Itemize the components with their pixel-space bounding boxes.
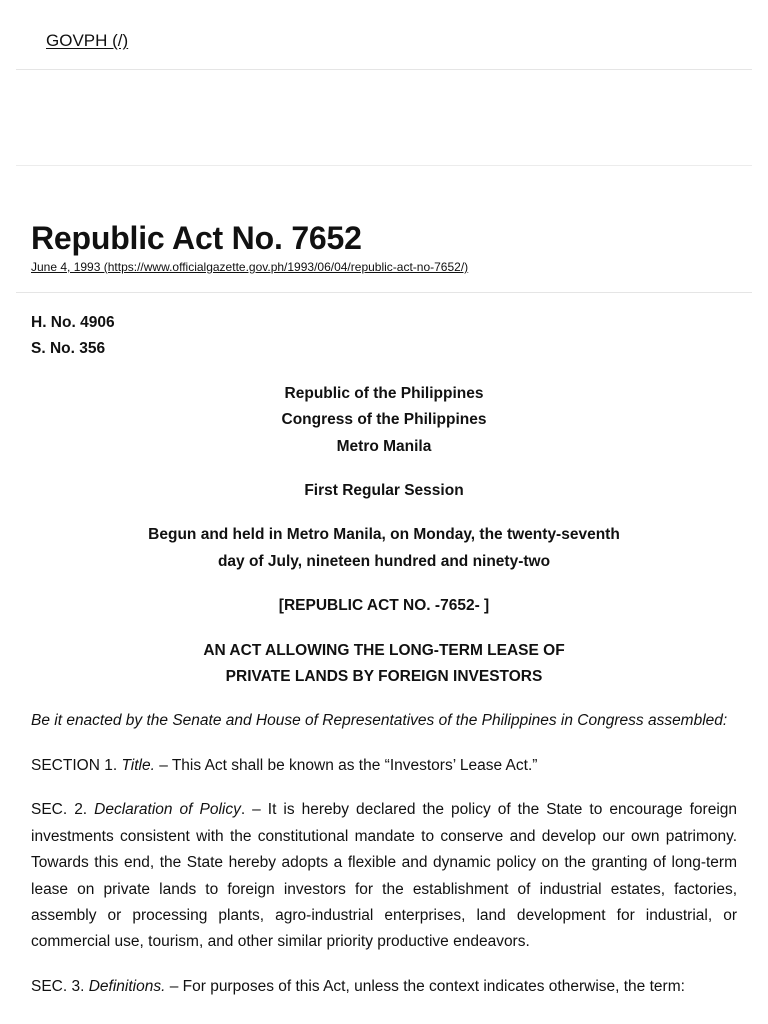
begun-line-2: day of July, nineteen hundred and ninety-two <box>217 552 551 570</box>
article-header <box>16 166 752 293</box>
begun-line-1: Begun and held in Metro Manila, on Monday, the twenty-seventh <box>148 526 620 544</box>
section-3-text: – For purposes of this Act, unless the context indicates otherwise, the term: <box>165 977 685 995</box>
act-number: [REPUBLIC ACT NO. -7652- ] <box>278 597 490 615</box>
page-title: Republic Act No. 7652 <box>31 220 362 256</box>
congress-line: Congress of the Philippines <box>281 411 487 429</box>
article-content <box>31 310 737 1000</box>
section-1-text: – This Act shall be known as the “Investors’ Lease Act.” <box>154 756 538 774</box>
section-1-heading: Title. <box>121 756 155 774</box>
date-permalink[interactable]: June 4, 1993 (https://www.officialgazette.gov.ph/1993/06/04/republic-act-no-7652/) <box>31 260 469 274</box>
govph-link[interactable]: GOVPH (/) <box>46 31 129 50</box>
house-bill-number: H. No. 4906 <box>31 314 115 331</box>
section-1 <box>31 753 737 779</box>
section-2-heading: Declaration of Policy <box>94 801 241 819</box>
republic-line: Republic of the Philippines <box>284 384 484 402</box>
section-2-label: SEC. 2. <box>31 801 95 819</box>
enacting-clause: Be it enacted by the Senate and House of Representatives of the Philippines in Congress assembled: <box>31 712 728 730</box>
act-title-line-2: PRIVATE LANDS BY FOREIGN INVESTORS <box>225 668 543 686</box>
act-title-line-1: AN ACT ALLOWING THE LONG-TERM LEASE OF <box>203 641 565 659</box>
section-1-label: SECTION 1. <box>31 756 122 774</box>
section-2 <box>31 797 737 955</box>
location-line: Metro Manila <box>336 437 432 455</box>
section-3-label: SEC. 3. <box>31 977 89 995</box>
top-navigation-bar <box>16 0 752 70</box>
section-2-text: . – It is hereby declared the policy of the State to encourage foreign investments consistent with the constitutional mandate to conserve and develop our own patrimony. Towards this end, the State hereby adopts a flexible and dynamic policy on the granting of long-term lease on private lands to foreign investors for the establishment of industrial estates, factories, assembly or processing plants, agro-industrial enterprises, land development for industrial, or commercial use, tourism, and other similar priority productive endeavors. <box>31 801 738 951</box>
section-3 <box>31 974 737 1000</box>
banner-area <box>16 70 752 166</box>
section-3-heading: Definitions. <box>88 977 166 995</box>
session-line: First Regular Session <box>304 482 464 500</box>
senate-bill-number: S. No. 356 <box>31 340 106 358</box>
